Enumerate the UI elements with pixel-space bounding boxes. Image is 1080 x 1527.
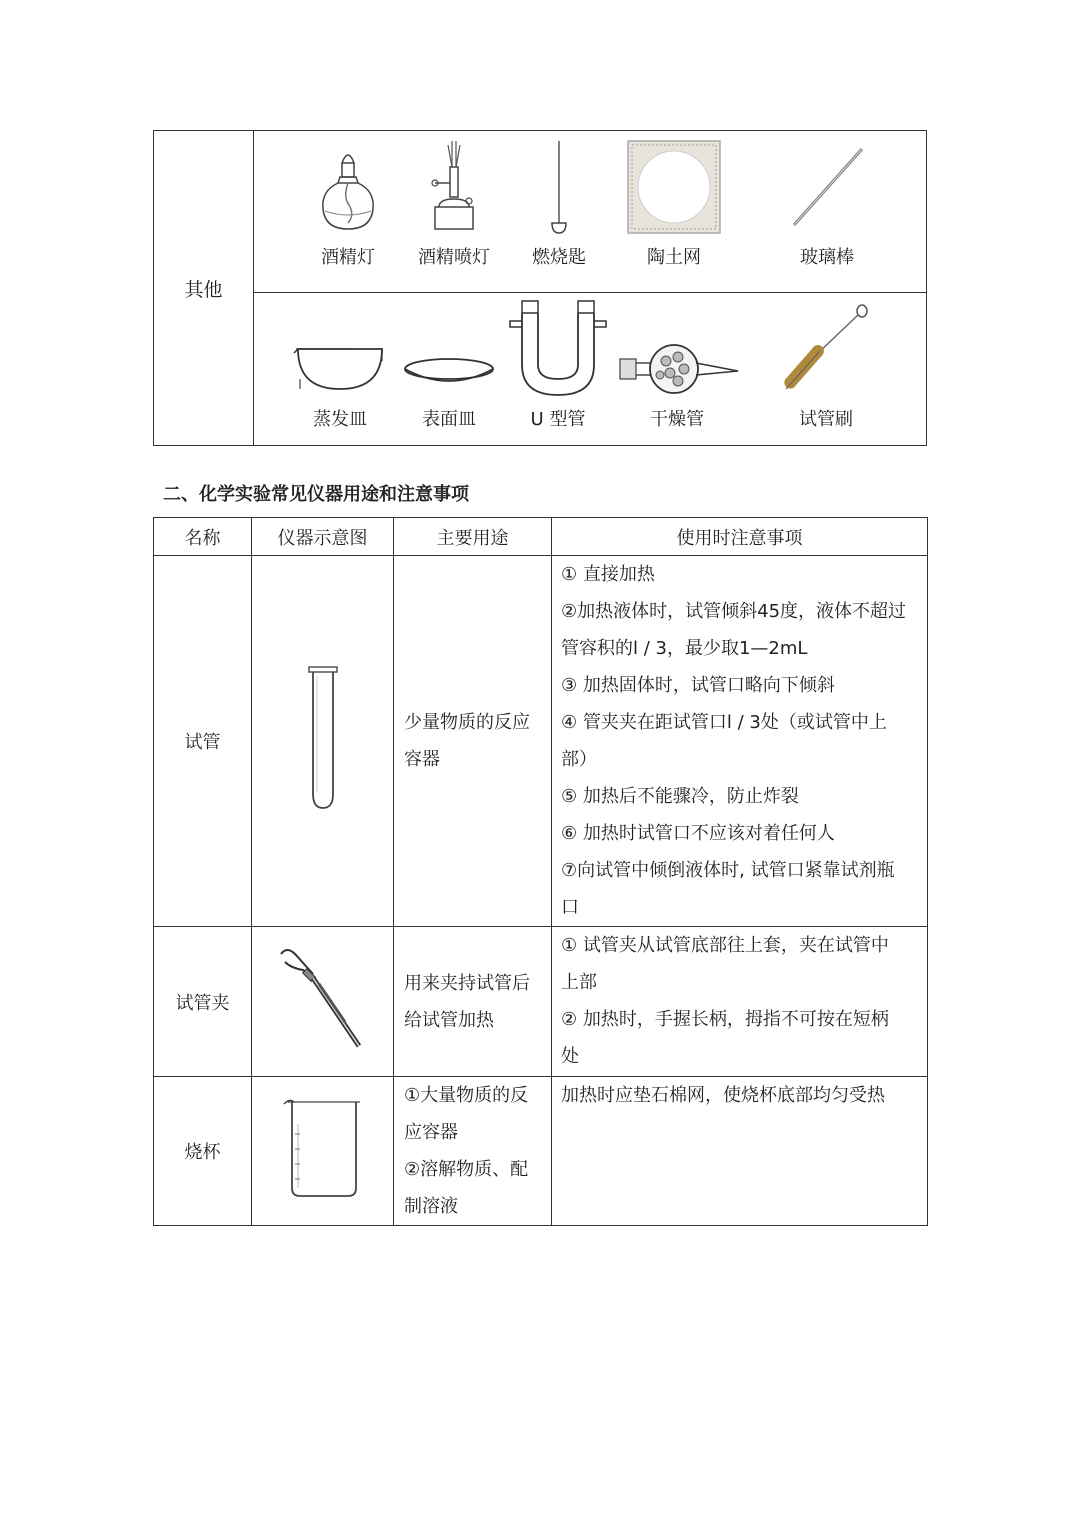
- combustion-spoon-icon: [524, 139, 594, 237]
- row-diagram: [252, 1077, 394, 1226]
- note-line: 上部: [561, 972, 597, 993]
- drying-tube-icon: [612, 303, 752, 399]
- header-row: [154, 518, 928, 556]
- header-name: 名称: [154, 518, 252, 556]
- use-line: 制溶液: [404, 1196, 458, 1217]
- note-line: ① 直接加热: [561, 564, 655, 585]
- item-combustion-spoon: [494, 139, 624, 269]
- use-line: ②溶解物质、配: [404, 1159, 529, 1180]
- item-test-tube-brush: [761, 303, 891, 431]
- header-use: 主要用途: [394, 518, 552, 556]
- item-u-tube: [493, 299, 623, 431]
- glass-rod-icon: [782, 139, 872, 237]
- item-label: 陶土网: [647, 247, 701, 268]
- row-notes: [552, 927, 928, 1077]
- watch-glass-icon: [399, 303, 499, 399]
- item-label: 酒精灯: [321, 247, 375, 268]
- row-diagram: [252, 927, 394, 1077]
- use-line: 应容器: [404, 1122, 458, 1143]
- beaker-icon: [278, 1094, 368, 1204]
- note-line: ③ 加热固体时，试管口略向下倾斜: [561, 675, 835, 696]
- note-line: ②加热液体时，试管倾斜45度，液体不超过: [561, 601, 907, 622]
- row-use: [394, 556, 552, 927]
- note-line: 加热时应垫石棉网，使烧杯底部均匀受热: [561, 1085, 885, 1106]
- row-use: [394, 927, 552, 1077]
- item-drying-tube: [612, 303, 742, 431]
- note-line: ② 加热时，手握长柄，拇指不可按在短柄: [561, 1009, 889, 1030]
- use-line: 容器: [404, 749, 440, 770]
- use-line: 给试管加热: [404, 1009, 494, 1031]
- use-line: ①大量物质的反: [404, 1085, 529, 1106]
- note-line: 口: [561, 897, 579, 918]
- row-name: 试管夹: [154, 927, 252, 1077]
- other-instruments-table: [153, 130, 927, 446]
- clay-gauze-icon: [624, 137, 724, 237]
- use-line: 用来夹持试管后: [404, 972, 530, 994]
- header-notes: 使用时注意事项: [552, 518, 928, 556]
- item-label: 试管刷: [799, 409, 853, 430]
- category-cell: 其他: [154, 131, 254, 445]
- table-row: [154, 1077, 928, 1226]
- row-divider: [254, 292, 926, 293]
- item-label: U 型管: [530, 409, 586, 430]
- item-label: 燃烧匙: [532, 247, 586, 268]
- note-line: 处: [561, 1046, 579, 1067]
- row-notes: [552, 556, 928, 927]
- row-name: 试管: [154, 556, 252, 927]
- item-label: 酒精喷灯: [418, 247, 490, 268]
- row-notes: [552, 1077, 928, 1226]
- alcohol-blowtorch-icon: [419, 139, 489, 237]
- instrument-usage-table: [153, 517, 928, 1226]
- header-diagram: 仪器示意图: [252, 518, 394, 556]
- note-line: ① 试管夹从试管底部往上套，夹在试管中: [561, 935, 889, 956]
- test-tube-holder-icon: [273, 944, 373, 1054]
- use-line: 少量物质的反应: [404, 712, 530, 733]
- note-line: ⑤ 加热后不能骤冷，防止炸裂: [561, 786, 799, 807]
- note-line: 部）: [561, 749, 597, 770]
- item-glass-rod: [762, 139, 892, 269]
- item-label: 玻璃棒: [800, 247, 854, 268]
- note-line: ⑦向试管中倾倒液体时, 试管口紧靠试剂瓶: [561, 860, 895, 881]
- row-name: 烧杯: [154, 1077, 252, 1226]
- item-label: 干燥管: [650, 409, 704, 430]
- item-label: 蒸发皿: [313, 409, 367, 430]
- item-label: 表面皿: [422, 409, 476, 430]
- test-tube-brush-icon: [776, 303, 876, 399]
- alcohol-lamp-icon: [313, 139, 383, 237]
- u-tube-icon: [508, 299, 608, 399]
- item-clay-gauze: [609, 137, 739, 269]
- row-use: [394, 1077, 552, 1226]
- evaporating-dish-icon: [290, 303, 390, 399]
- note-line: 管容积的l / 3，最少取1—2mL: [561, 638, 808, 659]
- test-tube-icon: [303, 664, 343, 814]
- section-heading: 二、化学实验常见仪器用途和注意事项: [163, 484, 469, 505]
- table-row: [154, 556, 928, 927]
- row-diagram: [252, 556, 394, 927]
- table-row: [154, 927, 928, 1077]
- note-line: ④ 管夹夹在距试管口l / 3处（或试管中上: [561, 712, 887, 733]
- note-line: ⑥ 加热时试管口不应该对着任何人: [561, 823, 835, 844]
